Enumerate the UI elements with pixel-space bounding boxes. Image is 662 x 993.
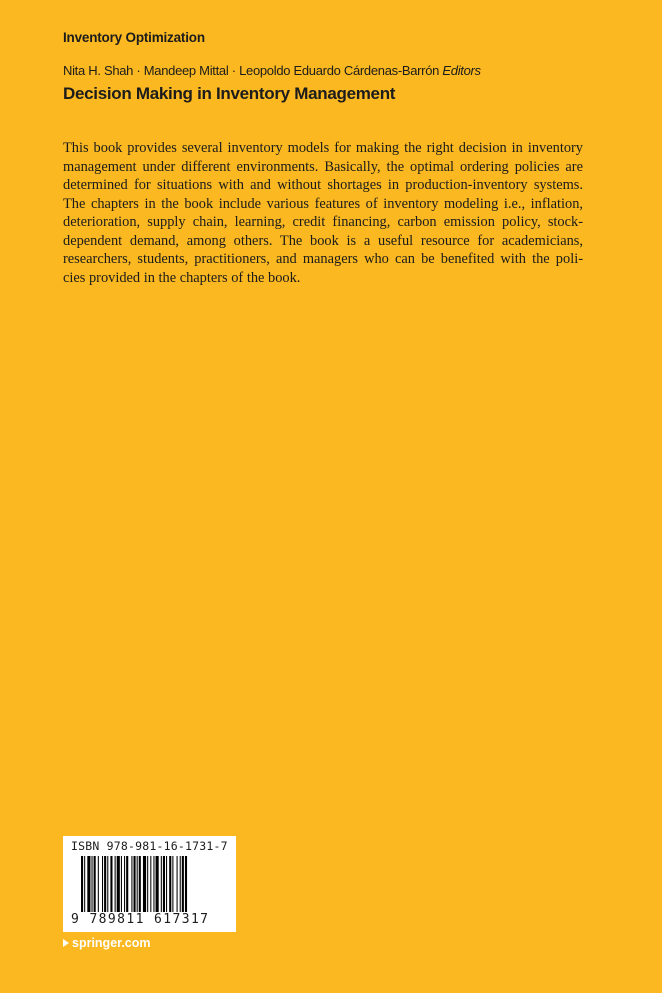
barcode-bar: [94, 856, 96, 912]
barcode-bar: [163, 856, 165, 912]
blurb-line: researchers, students, practitioners, and managers who can be benefited with the poli-: [63, 251, 583, 267]
editor-names: Nita H. Shah · Mandeep Mittal · Leopoldo Eduardo Cárdenas-Barrón: [63, 63, 440, 78]
blurb-line: dependent demand, among others. The book is a useful resource for academicians,: [63, 232, 583, 249]
barcode-bar: [166, 856, 167, 912]
barcode-bar: [92, 856, 93, 912]
editors-role: Editors: [442, 63, 481, 78]
book-title: Decision Making in Inventory Management: [63, 84, 396, 103]
barcode-bar: [172, 856, 173, 912]
book-blurb: [63, 139, 583, 287]
publisher-site: springer.com: [72, 936, 151, 950]
barcode-bar: [81, 856, 83, 912]
editors-line: [63, 63, 481, 78]
barcode-bar: [117, 856, 120, 912]
barcode-bar: [124, 856, 125, 912]
barcode-bar: [150, 856, 151, 912]
barcode-bar: [110, 856, 112, 912]
blurb-line: The chapters in the book include various features of inventory modeling i.e., inflation,: [63, 195, 583, 212]
barcode-bar: [169, 856, 171, 912]
barcode-bar: [107, 856, 108, 912]
barcode-bar: [98, 856, 99, 912]
blurb-line: determined for situations with and without shortages in production-inventory systems.: [63, 177, 583, 193]
barcode-bar: [104, 856, 106, 912]
triangle-arrow-icon: [63, 939, 69, 947]
barcode-digits: 9 789811 617317: [71, 912, 210, 927]
barcode-bar: [87, 856, 90, 912]
barcode-bar: [115, 856, 116, 912]
barcode-box: [63, 836, 236, 932]
barcode-bar: [147, 856, 148, 912]
barcode-bar: [177, 856, 178, 912]
barcode-icon: [81, 856, 221, 912]
barcode-bar: [139, 856, 141, 912]
barcode-bar: [182, 856, 184, 912]
barcode-bar: [134, 856, 136, 912]
isbn-label: ISBN 978-981-16-1731-7: [71, 839, 228, 853]
blurb-line: deterioration, supply chain, learning, credit financing, carbon emission policy, stock-: [63, 214, 583, 230]
barcode-bar: [84, 856, 85, 912]
barcode-bar: [102, 856, 103, 912]
barcode-bar: [143, 856, 146, 912]
blurb-line: management under different environments. Basically, the optimal ordering policies are: [63, 158, 583, 175]
barcode-bar: [161, 856, 162, 912]
barcode-bar: [180, 856, 181, 912]
barcode-bar: [126, 856, 128, 912]
series-name: Inventory Optimization: [63, 30, 205, 45]
barcode-bar: [185, 856, 187, 912]
barcode-bar: [131, 856, 132, 912]
publisher-link[interactable]: [63, 936, 151, 950]
barcode-bar: [153, 856, 154, 912]
barcode-bar: [156, 856, 159, 912]
blurb-line: cies provided in the chapters of the book.: [63, 269, 301, 286]
barcode-bar: [137, 856, 138, 912]
blurb-line: This book provides several inventory models for making the right decision in inventory: [63, 140, 583, 156]
barcode-bar: [121, 856, 122, 912]
